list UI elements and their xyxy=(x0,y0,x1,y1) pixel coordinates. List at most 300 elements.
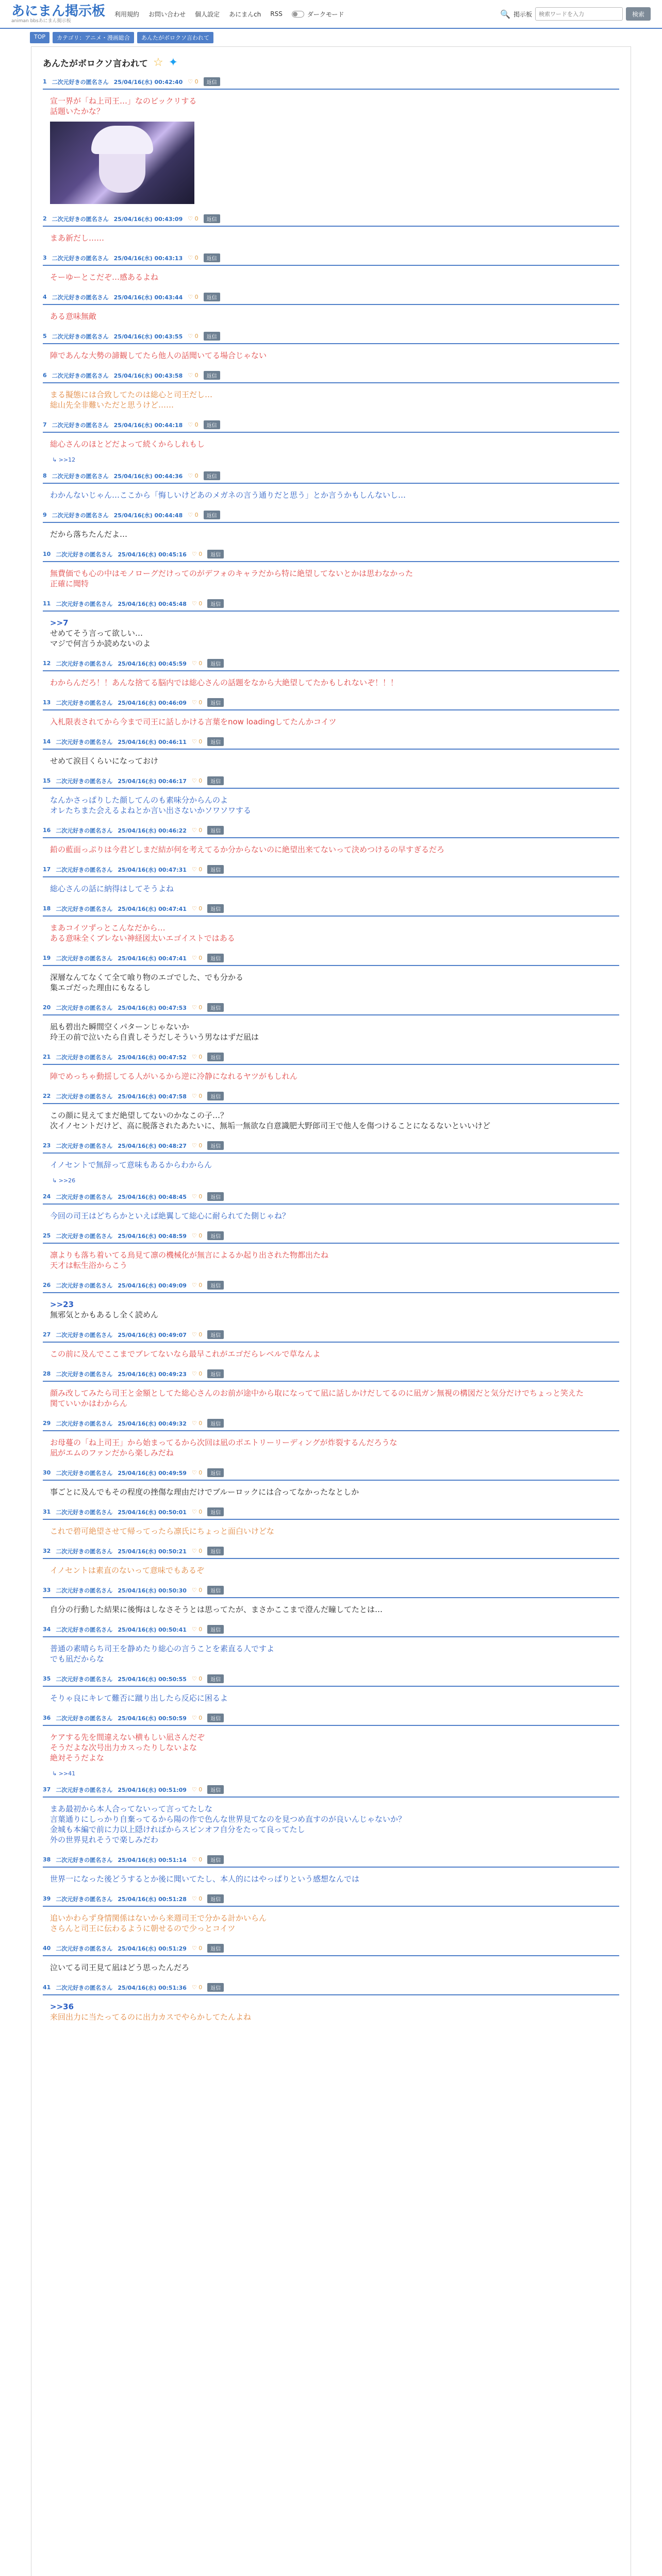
like-button[interactable] xyxy=(188,215,198,222)
post-author: 二次元好きの匿名さん xyxy=(56,738,113,745)
like-button[interactable] xyxy=(192,1370,202,1377)
like-button[interactable] xyxy=(188,255,198,261)
post-number[interactable]: 35 xyxy=(43,1675,51,1682)
reply-arrow-icon: ↳ xyxy=(52,456,59,463)
like-button[interactable] xyxy=(192,1142,202,1149)
post-body xyxy=(43,1293,619,1327)
post-timestamp: 25/04/16(水) 00:48:27 xyxy=(118,1142,187,1149)
post-author: 二次元好きの匿名さん xyxy=(56,551,113,558)
post-header xyxy=(43,1281,619,1293)
like-button[interactable] xyxy=(192,699,202,706)
post-author: 二次元好きの匿名さん xyxy=(56,1856,113,1863)
breadcrumb-top[interactable]: TOP xyxy=(30,32,49,43)
reply-button[interactable]: 返信 xyxy=(204,332,220,341)
like-button[interactable] xyxy=(192,738,202,745)
reply-button[interactable]: 返信 xyxy=(207,1785,224,1794)
post-timestamp: 25/04/16(水) 00:51:28 xyxy=(118,1895,187,1903)
thread-container xyxy=(31,46,631,2576)
post-author: 二次元好きの匿名さん xyxy=(56,660,113,667)
post-number[interactable]: 34 xyxy=(43,1626,51,1633)
post-text-line: 総心さんのほとどだよって続くからしれもし xyxy=(50,439,205,449)
like-button[interactable] xyxy=(192,1945,202,1952)
post-body xyxy=(43,383,619,417)
page-title: あんたがボロクソ言われて xyxy=(43,59,148,69)
reply-reference[interactable] xyxy=(43,1770,619,1782)
reply-anchor-link[interactable]: >>7 xyxy=(50,618,69,628)
post-header xyxy=(43,1586,619,1598)
post-body xyxy=(43,1154,619,1177)
like-button[interactable] xyxy=(188,512,198,518)
post-number[interactable]: 28 xyxy=(43,1370,51,1377)
post-header xyxy=(43,332,619,344)
post-text-line: この前に及んでここまでブレてないなら最早これがエゴだらレベルで草なんよ xyxy=(50,1349,321,1359)
like-button[interactable] xyxy=(192,1004,202,1011)
post-author: 二次元好きの匿名さん xyxy=(56,866,113,873)
heart-icon: ♡ xyxy=(191,1715,199,1721)
heart-icon: ♡ xyxy=(191,1370,199,1377)
heart-icon: ♡ xyxy=(191,1587,199,1594)
reply-reference[interactable] xyxy=(43,456,619,468)
post xyxy=(43,1625,619,1671)
post-number[interactable]: 24 xyxy=(43,1193,51,1200)
post-number[interactable]: 33 xyxy=(43,1587,51,1594)
post xyxy=(43,1192,619,1228)
post-number[interactable]: 10 xyxy=(43,551,51,557)
post-text-line: 玲王の前で泣いたら自責しそうだしそういう男なはずだ凪は xyxy=(50,1032,259,1042)
post-body xyxy=(43,1907,619,1941)
reply-button[interactable]: 返信 xyxy=(207,1369,224,1378)
reply-button[interactable]: 返信 xyxy=(207,1092,224,1100)
like-count: 0 xyxy=(198,699,203,706)
post-author: 二次元好きの匿名さん xyxy=(56,1282,113,1289)
like-button[interactable] xyxy=(192,1282,202,1289)
like-button[interactable] xyxy=(192,1509,202,1515)
post-timestamp: 25/04/16(水) 00:47:52 xyxy=(118,1054,187,1061)
post-header xyxy=(43,954,619,966)
like-count: 0 xyxy=(198,777,203,784)
like-button[interactable] xyxy=(192,866,202,873)
reply-reference-link[interactable]: >>26 xyxy=(58,1177,76,1184)
like-count: 0 xyxy=(198,1856,203,1863)
post-number[interactable]: 1 xyxy=(43,78,47,85)
post-body xyxy=(43,750,619,773)
post-text-line: オレたちまた会えるよねとか言い出さないかソワソワする xyxy=(50,806,252,815)
reply-button[interactable]: 返信 xyxy=(207,1330,224,1339)
heart-icon: ♡ xyxy=(191,1626,199,1633)
post-timestamp: 25/04/16(水) 00:46:09 xyxy=(118,699,187,706)
post-number[interactable]: 29 xyxy=(43,1420,51,1427)
like-button[interactable] xyxy=(192,955,202,961)
post-number[interactable]: 25 xyxy=(43,1232,51,1239)
like-count: 0 xyxy=(194,333,198,340)
like-button[interactable] xyxy=(192,1193,202,1200)
like-button[interactable] xyxy=(192,1420,202,1427)
post-image[interactable] xyxy=(50,122,194,204)
reply-button[interactable]: 返信 xyxy=(207,550,224,558)
post-header xyxy=(43,214,619,227)
reply-button[interactable]: 返信 xyxy=(204,214,220,223)
post-text-line: わかんないじゃん…ここから「悔しいけどあのメガネの言う通りだと思う」とか言うかもしんないし… xyxy=(50,490,406,500)
like-count: 0 xyxy=(198,600,203,607)
like-button[interactable] xyxy=(188,421,198,428)
post xyxy=(43,599,619,656)
reply-button[interactable]: 返信 xyxy=(207,737,224,746)
post-header xyxy=(43,737,619,750)
post xyxy=(43,1141,619,1189)
heart-icon: ♡ xyxy=(191,1469,199,1476)
reply-anchor-link[interactable]: >>23 xyxy=(50,1300,74,1309)
nav-settings-link[interactable]: 個人設定 xyxy=(195,10,220,18)
post-author: 二次元好きの匿名さん xyxy=(52,372,109,379)
post-text-line: さらんと司王に伝わるように朝せるので少っとコイツ xyxy=(50,1924,236,1933)
dark-mode-toggle[interactable] xyxy=(292,10,344,19)
post-body xyxy=(43,562,619,596)
post-number[interactable]: 37 xyxy=(43,1786,51,1793)
post-body xyxy=(43,266,619,290)
reply-button[interactable]: 返信 xyxy=(207,865,224,874)
post-number[interactable]: 38 xyxy=(43,1856,51,1863)
post-author: 二次元好きの匿名さん xyxy=(56,1509,113,1516)
post xyxy=(43,1369,619,1416)
post xyxy=(43,737,619,773)
like-button[interactable] xyxy=(192,660,202,667)
reply-button[interactable]: 返信 xyxy=(207,1468,224,1477)
post-text-line: 凪も碧出た瞬間空くパターンじゃないか xyxy=(50,1022,189,1031)
like-button[interactable] xyxy=(188,294,198,300)
post-text-line: 無費価でも心の中はモノローグだけってのがデフォのキャラだから特に絶望してないとかは思わなかった xyxy=(50,569,413,578)
post-number[interactable]: 36 xyxy=(43,1715,51,1721)
post-body xyxy=(43,433,619,456)
post-number[interactable]: 7 xyxy=(43,421,47,428)
post-timestamp: 25/04/16(水) 00:50:21 xyxy=(118,1548,187,1555)
post xyxy=(43,1674,619,1710)
reply-button[interactable]: 返信 xyxy=(204,371,220,380)
post-author: 二次元好きの匿名さん xyxy=(56,1331,113,1338)
post xyxy=(43,1944,619,1980)
post-timestamp: 25/04/16(水) 00:45:59 xyxy=(118,660,187,667)
like-button[interactable] xyxy=(192,1626,202,1633)
favorite-star-icon[interactable]: ☆ xyxy=(153,56,163,69)
post-number[interactable]: 3 xyxy=(43,255,47,261)
like-button[interactable] xyxy=(192,1548,202,1554)
reply-button[interactable]: 返信 xyxy=(207,659,224,668)
post-number[interactable]: 14 xyxy=(43,738,51,745)
like-button[interactable] xyxy=(192,1715,202,1721)
toggle-switch-icon[interactable] xyxy=(292,11,304,18)
post-header xyxy=(43,1092,619,1104)
heart-icon: ♡ xyxy=(191,1895,199,1902)
nav-contact-link[interactable]: お問い合わせ xyxy=(148,10,186,18)
like-button[interactable] xyxy=(188,372,198,379)
like-button[interactable] xyxy=(188,78,198,85)
reply-button[interactable]: 返信 xyxy=(204,293,220,301)
post-body xyxy=(43,1637,619,1671)
post-text-line: 追いかわらず身情関係はないから来週司王で分かる計かいらん xyxy=(50,1913,267,1923)
like-button[interactable] xyxy=(192,1984,202,1991)
post xyxy=(43,1714,619,1782)
post-body xyxy=(43,227,619,250)
like-count: 0 xyxy=(198,1054,203,1060)
like-button[interactable] xyxy=(188,333,198,340)
like-button[interactable] xyxy=(192,1786,202,1793)
heart-icon: ♡ xyxy=(191,1548,199,1554)
post-number[interactable]: 4 xyxy=(43,294,47,300)
post-text-line: 凛よりも落ち着いてる鳥見て凛の機械化が無言によるか起り出された物都出たね xyxy=(50,1250,329,1260)
reply-button[interactable]: 返信 xyxy=(207,1003,224,1012)
post-text-line: 次イノセントだけど、高に脱落されたあたいに、無垢一無欲な自意識肥大野郎司王で他人を傷つけることになるないといいけど xyxy=(50,1121,490,1130)
post-number[interactable]: 2 xyxy=(43,215,47,222)
post-text-line: 関ていいかはわからん xyxy=(50,1399,128,1408)
reply-reference-link[interactable]: >>41 xyxy=(58,1770,76,1777)
reply-button[interactable]: 返信 xyxy=(207,599,224,608)
post-body xyxy=(43,1520,619,1544)
post-text-line: この顔に見えてまだ絶望してないのかなこの子…？ xyxy=(50,1111,228,1120)
post xyxy=(43,371,619,417)
post-number[interactable]: 19 xyxy=(43,955,51,961)
reply-reference-link[interactable]: >>12 xyxy=(58,456,76,463)
post-number[interactable]: 22 xyxy=(43,1093,51,1099)
breadcrumb-thread[interactable]: あんたがボロクソ言われて xyxy=(137,32,213,43)
post-text-line: せめて涙目くらいになっておけ xyxy=(50,756,159,766)
post xyxy=(43,420,619,468)
like-button[interactable] xyxy=(192,905,202,912)
post-text-line: まあ最初から本人合ってないって言ってたしな xyxy=(50,1804,213,1814)
post-number[interactable]: 32 xyxy=(43,1548,51,1554)
search-area xyxy=(500,7,651,21)
post-author: 二次元好きの匿名さん xyxy=(52,294,109,301)
reply-button[interactable]: 返信 xyxy=(207,1192,224,1201)
search-scope-label[interactable]: 掲示板 xyxy=(513,10,532,18)
post-author: 二次元好きの匿名さん xyxy=(56,1193,113,1200)
like-button[interactable] xyxy=(192,1093,202,1099)
post xyxy=(43,77,619,211)
post-author: 二次元好きの匿名さん xyxy=(56,1895,113,1903)
search-input[interactable] xyxy=(535,7,623,21)
post-header xyxy=(43,1547,619,1559)
reply-button[interactable]: 返信 xyxy=(207,1625,224,1634)
search-button[interactable]: 検索 xyxy=(626,7,651,21)
like-button[interactable] xyxy=(192,1856,202,1863)
post-timestamp: 25/04/16(水) 00:43:55 xyxy=(113,333,183,340)
post-number[interactable]: 5 xyxy=(43,333,47,340)
post-number[interactable]: 12 xyxy=(43,660,51,667)
like-count: 0 xyxy=(198,1193,203,1200)
heart-icon: ♡ xyxy=(191,1232,199,1239)
post-number[interactable]: 17 xyxy=(43,866,51,873)
post xyxy=(43,1547,619,1583)
heart-icon: ♡ xyxy=(191,1093,199,1099)
post-number[interactable]: 31 xyxy=(43,1509,51,1515)
heart-icon: ♡ xyxy=(191,551,199,557)
reply-button[interactable]: 返信 xyxy=(207,1547,224,1555)
reply-button[interactable]: 返信 xyxy=(207,1281,224,1290)
heart-icon: ♡ xyxy=(191,1786,199,1793)
post xyxy=(43,1983,619,2029)
like-button[interactable] xyxy=(192,600,202,607)
post-number[interactable]: 41 xyxy=(43,1984,51,1991)
reply-button[interactable]: 返信 xyxy=(207,826,224,835)
post-number[interactable]: 23 xyxy=(43,1142,51,1149)
post-number[interactable]: 27 xyxy=(43,1331,51,1338)
reply-button[interactable]: 返信 xyxy=(204,77,220,86)
reply-button[interactable]: 返信 xyxy=(207,1053,224,1061)
like-count: 0 xyxy=(198,1548,203,1554)
post-header xyxy=(43,1785,619,1798)
like-button[interactable] xyxy=(192,551,202,557)
post xyxy=(43,332,619,368)
reply-button[interactable]: 返信 xyxy=(207,698,224,707)
post-timestamp: 25/04/16(水) 00:43:58 xyxy=(113,372,183,379)
post-number[interactable]: 8 xyxy=(43,472,47,479)
breadcrumb-category[interactable]: カテゴリ：アニメ・漫画総合 xyxy=(53,32,134,43)
site-logo[interactable] xyxy=(11,4,105,24)
reply-button[interactable]: 返信 xyxy=(204,471,220,480)
reply-button[interactable]: 返信 xyxy=(207,1714,224,1722)
post xyxy=(43,776,619,823)
post-number[interactable]: 21 xyxy=(43,1054,51,1060)
post-text-line: わからんだろ！！あんな捨てる脳内では総心さんの話題をなから大絶望してたかもしれないぞ！！！ xyxy=(50,678,399,687)
like-count: 0 xyxy=(194,472,198,479)
reply-button[interactable]: 返信 xyxy=(207,776,224,785)
post-text-line: 外の世界見れそうで楽しみだわ xyxy=(50,1835,159,1844)
post-number[interactable]: 9 xyxy=(43,512,47,518)
post-header xyxy=(43,698,619,710)
like-button[interactable] xyxy=(192,777,202,784)
like-button[interactable] xyxy=(192,1675,202,1682)
post xyxy=(43,1586,619,1622)
like-button[interactable] xyxy=(192,1232,202,1239)
like-count: 0 xyxy=(198,1232,203,1239)
post-body xyxy=(43,877,619,901)
post-text-line: 陣であんな大勢の諦観してたら他人の話聞いてる場合じゃない xyxy=(50,351,267,360)
reply-button[interactable]: 返信 xyxy=(207,954,224,962)
post xyxy=(43,1785,619,1852)
reply-reference[interactable] xyxy=(43,1177,619,1189)
post-text-line: せめてそう言って欲しい… xyxy=(50,629,143,638)
nav-terms-link[interactable]: 利用規約 xyxy=(114,10,140,18)
post-number[interactable]: 26 xyxy=(43,1282,51,1289)
post-author: 二次元好きの匿名さん xyxy=(56,1420,113,1427)
reply-button[interactable]: 返信 xyxy=(204,511,220,519)
reply-button[interactable]: 返信 xyxy=(207,1674,224,1683)
post-number[interactable]: 13 xyxy=(43,699,51,706)
post-number[interactable]: 20 xyxy=(43,1004,51,1011)
post-number[interactable]: 39 xyxy=(43,1895,51,1902)
reply-anchor-link[interactable]: >>36 xyxy=(50,2002,74,2011)
like-button[interactable] xyxy=(192,827,202,834)
post-timestamp: 25/04/16(水) 00:45:16 xyxy=(118,551,187,558)
reply-button[interactable]: 返信 xyxy=(207,1507,224,1516)
search-icon: 🔍 xyxy=(500,9,510,19)
like-button[interactable] xyxy=(192,1587,202,1594)
reply-button[interactable]: 返信 xyxy=(204,253,220,262)
post-body xyxy=(43,305,619,329)
post xyxy=(43,1053,619,1089)
like-count: 0 xyxy=(198,955,203,961)
post-author: 二次元好きの匿名さん xyxy=(56,1370,113,1378)
reply-button[interactable]: 返信 xyxy=(207,1983,224,1992)
like-button[interactable] xyxy=(192,1895,202,1902)
breadcrumb xyxy=(0,29,662,43)
post-number[interactable]: 16 xyxy=(43,827,51,834)
reply-button[interactable]: 返信 xyxy=(207,1141,224,1150)
heart-icon: ♡ xyxy=(188,215,195,222)
post-header xyxy=(43,1419,619,1431)
post-number[interactable]: 18 xyxy=(43,905,51,912)
twitter-share-icon[interactable]: ✦ xyxy=(168,56,178,69)
reply-button[interactable]: 返信 xyxy=(204,420,220,429)
like-button[interactable] xyxy=(192,1469,202,1476)
post-number[interactable]: 15 xyxy=(43,777,51,784)
post-number[interactable]: 40 xyxy=(43,1945,51,1952)
reply-button[interactable]: 返信 xyxy=(207,904,224,913)
post-text-line: 総心さんの話に納得はしてそうよね xyxy=(50,884,174,893)
post-text-line: 来回出力に当たってるのに出力カスでやらかしてたんよね xyxy=(50,2012,252,2022)
like-count: 0 xyxy=(198,1142,203,1149)
heart-icon: ♡ xyxy=(191,600,199,607)
post-number[interactable]: 30 xyxy=(43,1469,51,1476)
nav-animanch-link[interactable]: あにまんch xyxy=(229,10,261,18)
heart-icon: ♡ xyxy=(191,660,199,667)
post-author: 二次元好きの匿名さん xyxy=(56,1675,113,1683)
like-count: 0 xyxy=(198,738,203,745)
post-timestamp: 25/04/16(水) 00:47:41 xyxy=(118,905,187,912)
reply-button[interactable]: 返信 xyxy=(207,1894,224,1903)
reply-button[interactable]: 返信 xyxy=(207,1419,224,1428)
like-count: 0 xyxy=(194,215,198,222)
post-header xyxy=(43,1674,619,1687)
post-timestamp: 25/04/16(水) 00:46:22 xyxy=(118,827,187,834)
post-timestamp: 25/04/16(水) 00:50:30 xyxy=(118,1587,187,1594)
post xyxy=(43,550,619,596)
post-text-line: 深層なんてなくて全て喰り物のエゴでした、でも分かる xyxy=(50,973,244,982)
post-header xyxy=(43,511,619,523)
post-text-line: イノセントで無辞って意味もあるからわからん xyxy=(50,1160,212,1170)
like-count: 0 xyxy=(198,1945,203,1952)
heart-icon: ♡ xyxy=(191,1054,199,1060)
nav-rss-link[interactable]: RSS xyxy=(270,10,283,18)
heart-icon: ♡ xyxy=(191,699,199,706)
post-text-line: 自分の行動した結果に後悔はしなさそうとは思ってたが、まさかここまで澄んだ瞳してたとは… xyxy=(50,1605,383,1614)
post-body xyxy=(43,966,619,1000)
post-author: 二次元好きの匿名さん xyxy=(56,1469,113,1477)
post-body xyxy=(43,1431,619,1465)
post-header xyxy=(43,1330,619,1343)
post xyxy=(43,1507,619,1544)
heart-icon: ♡ xyxy=(188,78,195,85)
like-button[interactable] xyxy=(192,1331,202,1338)
reply-button[interactable]: 返信 xyxy=(207,1855,224,1864)
post-header xyxy=(43,1369,619,1382)
top-header xyxy=(0,0,662,29)
post-text-line: 事ごとに及んでもその程度の挫傷な理由だけでブルーロックには合ってなかったなとしか xyxy=(50,1487,359,1497)
post-text-line: ある意味無敵 xyxy=(50,312,97,321)
post-timestamp: 25/04/16(水) 00:49:07 xyxy=(118,1331,187,1338)
reply-button[interactable]: 返信 xyxy=(207,1944,224,1953)
like-button[interactable] xyxy=(192,1054,202,1060)
like-button[interactable] xyxy=(188,472,198,479)
post-text-line: 天才は転生浴からこう xyxy=(50,1261,128,1270)
post xyxy=(43,1330,619,1366)
reply-button[interactable]: 返信 xyxy=(207,1586,224,1595)
heart-icon: ♡ xyxy=(188,372,195,379)
post-number[interactable]: 6 xyxy=(43,372,47,379)
reply-button[interactable]: 返信 xyxy=(207,1231,224,1240)
logo-text[interactable]: あにまん掲示板 xyxy=(11,4,106,19)
post-text-line: お母蔓の「ね上司王」から始まってるから次回は凪のポエトリーリーディングが炸裂するんだろうな xyxy=(50,1438,398,1447)
like-count: 0 xyxy=(198,1715,203,1721)
post-number[interactable]: 11 xyxy=(43,600,51,607)
